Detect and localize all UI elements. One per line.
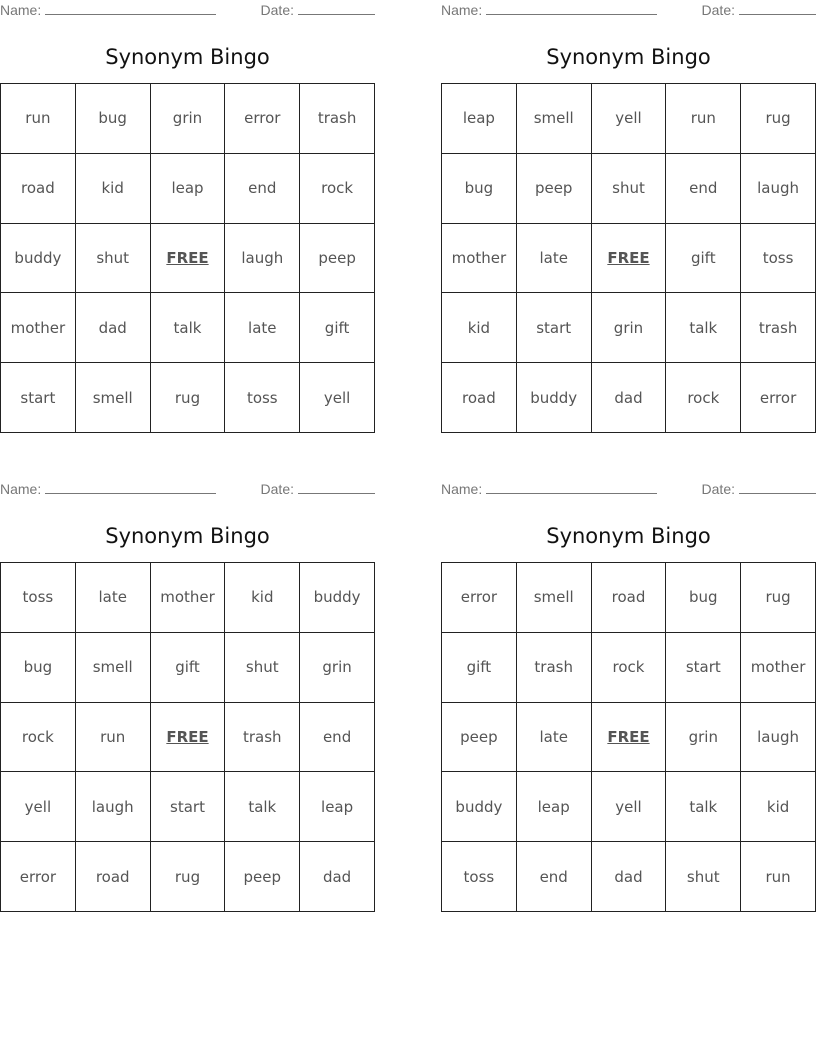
- bingo-cell[interactable]: run: [1, 84, 76, 154]
- bingo-cell[interactable]: error: [442, 563, 517, 633]
- date-blank-line[interactable]: [739, 2, 816, 15]
- bingo-cell[interactable]: bug: [666, 563, 741, 633]
- bingo-cell[interactable]: mother: [442, 224, 517, 294]
- bingo-cell[interactable]: road: [592, 563, 667, 633]
- date-field[interactable]: [261, 2, 375, 18]
- bingo-cell[interactable]: smell: [517, 84, 592, 154]
- name-blank-line[interactable]: [486, 481, 657, 494]
- name-label: Name:: [0, 2, 42, 18]
- bingo-cell[interactable]: rug: [151, 363, 226, 433]
- bingo-grid: [441, 562, 816, 912]
- bingo-grid: [0, 562, 375, 912]
- free-space-cell[interactable]: FREE: [151, 703, 226, 773]
- bingo-cell[interactable]: buddy: [442, 772, 517, 842]
- bingo-cell[interactable]: laugh: [76, 772, 151, 842]
- bingo-cell[interactable]: start: [1, 363, 76, 433]
- bingo-cell[interactable]: mother: [1, 293, 76, 363]
- bingo-cell[interactable]: trash: [300, 84, 375, 154]
- bingo-cell[interactable]: talk: [225, 772, 300, 842]
- bingo-cell[interactable]: kid: [76, 154, 151, 224]
- bingo-cell[interactable]: trash: [741, 293, 816, 363]
- name-field[interactable]: [441, 2, 657, 18]
- bingo-cell[interactable]: trash: [517, 633, 592, 703]
- bingo-cell[interactable]: run: [741, 842, 816, 912]
- bingo-cell[interactable]: yell: [300, 363, 375, 433]
- date-label: Date:: [701, 2, 735, 18]
- bingo-cell[interactable]: rock: [666, 363, 741, 433]
- name-label: Name:: [441, 2, 483, 18]
- bingo-cell[interactable]: end: [225, 154, 300, 224]
- bingo-cell[interactable]: peep: [300, 224, 375, 294]
- bingo-cell[interactable]: late: [225, 293, 300, 363]
- bingo-cell[interactable]: road: [442, 363, 517, 433]
- bingo-cell[interactable]: error: [225, 84, 300, 154]
- date-blank-line[interactable]: [298, 2, 375, 15]
- bingo-cell[interactable]: laugh: [741, 703, 816, 773]
- bingo-cell[interactable]: dad: [300, 842, 375, 912]
- bingo-cell[interactable]: shut: [666, 842, 741, 912]
- bingo-cell[interactable]: road: [76, 842, 151, 912]
- bingo-cell[interactable]: yell: [592, 772, 667, 842]
- name-field[interactable]: [0, 2, 216, 18]
- bingo-cell[interactable]: leap: [151, 154, 226, 224]
- bingo-cell[interactable]: start: [517, 293, 592, 363]
- bingo-grid: [0, 83, 375, 433]
- date-label: Date:: [701, 481, 735, 497]
- bingo-cell[interactable]: start: [666, 633, 741, 703]
- free-space-cell[interactable]: FREE: [592, 224, 667, 294]
- bingo-cell[interactable]: smell: [76, 633, 151, 703]
- bingo-cell[interactable]: mother: [741, 633, 816, 703]
- bingo-cell[interactable]: shut: [76, 224, 151, 294]
- bingo-cell[interactable]: end: [666, 154, 741, 224]
- bingo-cell[interactable]: run: [666, 84, 741, 154]
- bingo-cell[interactable]: bug: [76, 84, 151, 154]
- bingo-cell[interactable]: gift: [300, 293, 375, 363]
- bingo-cell[interactable]: rock: [592, 633, 667, 703]
- bingo-cell[interactable]: mother: [151, 563, 226, 633]
- bingo-cell[interactable]: laugh: [225, 224, 300, 294]
- bingo-cell[interactable]: gift: [151, 633, 226, 703]
- date-blank-line[interactable]: [739, 481, 816, 494]
- bingo-cell[interactable]: talk: [666, 293, 741, 363]
- bingo-cell[interactable]: gift: [666, 224, 741, 294]
- bingo-cell[interactable]: dad: [76, 293, 151, 363]
- bingo-cell[interactable]: late: [517, 224, 592, 294]
- date-blank-line[interactable]: [298, 481, 375, 494]
- card-header: [441, 0, 816, 22]
- bingo-cell[interactable]: kid: [741, 772, 816, 842]
- card-header: [0, 479, 375, 501]
- bingo-cell[interactable]: buddy: [1, 224, 76, 294]
- bingo-cell[interactable]: leap: [300, 772, 375, 842]
- name-label: Name:: [441, 481, 483, 497]
- bingo-cell[interactable]: peep: [442, 703, 517, 773]
- bingo-cell[interactable]: talk: [151, 293, 226, 363]
- card-title: Synonym Bingo: [105, 524, 270, 548]
- date-label: Date:: [260, 2, 294, 18]
- bingo-cell[interactable]: laugh: [741, 154, 816, 224]
- bingo-cell[interactable]: leap: [517, 772, 592, 842]
- bingo-cell[interactable]: yell: [1, 772, 76, 842]
- bingo-cell[interactable]: rock: [1, 703, 76, 773]
- bingo-cell[interactable]: rug: [151, 842, 226, 912]
- bingo-cell[interactable]: end: [300, 703, 375, 773]
- bingo-card-2: [441, 0, 816, 407]
- bingo-grid: [441, 83, 816, 433]
- bingo-cell[interactable]: shut: [592, 154, 667, 224]
- bingo-cell[interactable]: bug: [442, 154, 517, 224]
- bingo-cell[interactable]: smell: [517, 563, 592, 633]
- date-field[interactable]: [702, 2, 816, 18]
- bingo-cell[interactable]: talk: [666, 772, 741, 842]
- bingo-cell[interactable]: buddy: [300, 563, 375, 633]
- bingo-cell[interactable]: grin: [300, 633, 375, 703]
- card-title: Synonym Bingo: [105, 45, 270, 69]
- bingo-cell[interactable]: smell: [76, 363, 151, 433]
- bingo-cell[interactable]: toss: [442, 842, 517, 912]
- name-field[interactable]: [0, 481, 216, 497]
- bingo-card-3: [0, 479, 375, 886]
- bingo-cell[interactable]: rug: [741, 84, 816, 154]
- bingo-cell[interactable]: peep: [517, 154, 592, 224]
- bingo-cell[interactable]: toss: [225, 363, 300, 433]
- date-field[interactable]: [702, 481, 816, 497]
- bingo-cell[interactable]: dad: [592, 363, 667, 433]
- date-label: Date:: [260, 481, 294, 497]
- bingo-cell[interactable]: toss: [1, 563, 76, 633]
- bingo-cell[interactable]: end: [517, 842, 592, 912]
- bingo-cell[interactable]: gift: [442, 633, 517, 703]
- bingo-card-1: [0, 0, 375, 407]
- card-title: Synonym Bingo: [546, 524, 711, 548]
- bingo-cell[interactable]: toss: [741, 224, 816, 294]
- bingo-cell[interactable]: shut: [225, 633, 300, 703]
- name-label: Name:: [0, 481, 42, 497]
- bingo-cell[interactable]: rock: [300, 154, 375, 224]
- bingo-cell[interactable]: rug: [741, 563, 816, 633]
- free-space-cell[interactable]: FREE: [151, 224, 226, 294]
- bingo-cell[interactable]: bug: [1, 633, 76, 703]
- bingo-cell[interactable]: grin: [666, 703, 741, 773]
- bingo-cell[interactable]: buddy: [517, 363, 592, 433]
- bingo-cell[interactable]: late: [76, 563, 151, 633]
- name-blank-line[interactable]: [486, 2, 657, 15]
- bingo-cell[interactable]: run: [76, 703, 151, 773]
- bingo-cell[interactable]: peep: [225, 842, 300, 912]
- name-blank-line[interactable]: [45, 481, 216, 494]
- bingo-cell[interactable]: grin: [151, 84, 226, 154]
- bingo-cell[interactable]: road: [1, 154, 76, 224]
- bingo-cell[interactable]: dad: [592, 842, 667, 912]
- bingo-cell[interactable]: kid: [442, 293, 517, 363]
- bingo-cell[interactable]: grin: [592, 293, 667, 363]
- bingo-cell[interactable]: leap: [442, 84, 517, 154]
- card-title: Synonym Bingo: [546, 45, 711, 69]
- card-header: [441, 479, 816, 501]
- bingo-cell[interactable]: late: [517, 703, 592, 773]
- name-blank-line[interactable]: [45, 2, 216, 15]
- bingo-cell[interactable]: yell: [592, 84, 667, 154]
- bingo-card-4: [441, 479, 816, 886]
- bingo-cell[interactable]: error: [741, 363, 816, 433]
- card-header: [0, 0, 375, 22]
- free-space-cell[interactable]: FREE: [592, 703, 667, 773]
- date-field[interactable]: [261, 481, 375, 497]
- bingo-cell[interactable]: error: [1, 842, 76, 912]
- bingo-cell[interactable]: kid: [225, 563, 300, 633]
- bingo-cell[interactable]: trash: [225, 703, 300, 773]
- name-field[interactable]: [441, 481, 657, 497]
- bingo-cell[interactable]: start: [151, 772, 226, 842]
